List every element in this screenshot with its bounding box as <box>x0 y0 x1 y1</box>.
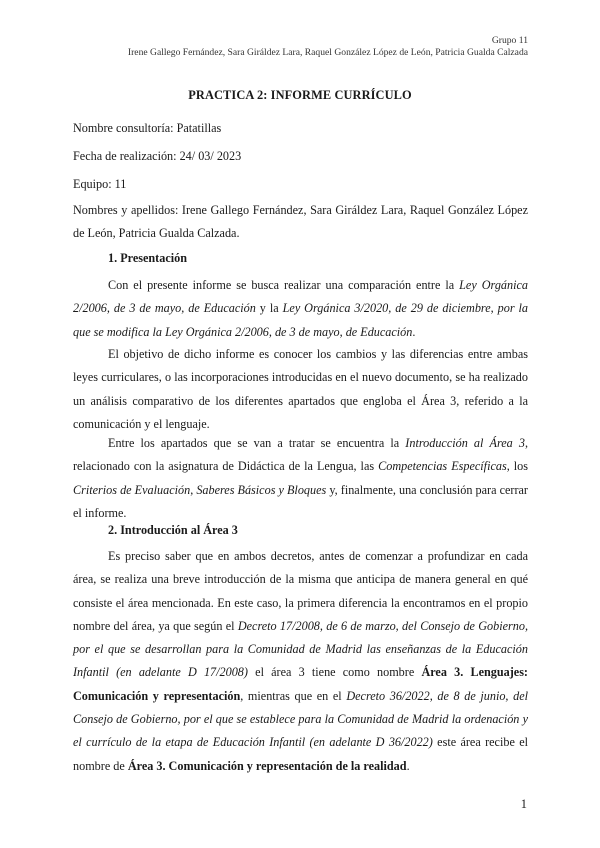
field-nombres: Nombres y apellidos: Irene Gallego Fernández, Sara Giráldez Lara, Raquel González López de León, Patricia Gualda Calzada. <box>73 203 528 241</box>
paragraph-objetivo: El objetivo de dicho informe es conocer los cambios y las diferencias entre ambas leyes curriculares, o las incorporaciones introducidas en el nuevo documento, se ha realizado un análisis comparativo de los diferentes apartados que engloba el Área 3, referido a la comunicación y el lenguaje. <box>73 347 528 431</box>
field-consultoria: Nombre consultoría: Patatillas <box>73 121 222 135</box>
field-equipo: Equipo: 11 <box>73 177 127 191</box>
header-group: Grupo 11 <box>491 35 528 46</box>
field-fecha: Fecha de realización: 24/ 03/ 2023 <box>73 149 242 163</box>
paragraph-apartados: Entre los apartados que se van a tratar se encuentra la Introducción al Área 3, relacionado con la asignatura de Didáctica de la Lengua, las Competencias Específicas, los Criterios de Evaluación, Saberes Básicos y Bloques y, finalmente, una conclusión para cerrar el informe. <box>73 436 528 520</box>
paragraph-introduccion: Es preciso saber que en ambos decretos, antes de comenzar a profundizar en cada área, se realiza una breve introducción de la misma que anticipa de manera general en qué consiste el área mencionada. En este caso, la primera diferencia la encontramos en el propio nombre del área, ya que según el Decreto 17/2008, de 6 de marzo, del Consejo de Gobierno, por el que se desarrollan para la Comunidad de Madrid las enseñanzas de la Educación Infantil (en adelante D 17/2008) el área 3 tiene como nombre Área 3. Lenguajes: Comunicación y representación, mientras que en el Decreto 36/2022, de 8 de junio, del Consejo de Gobierno, por el que se establece para la Comunidad de Madrid la ordenación y el currículo de la etapa de Educación Infantil (en adelante D 36/2022) este área recibe el nombre de Área 3. Comunicación y representación de la realidad. <box>73 549 528 773</box>
header-authors: Irene Gallego Fernández, Sara Giráldez Lara, Raquel González López de León, Patricia Gualda Calzada <box>127 47 528 58</box>
paragraph-presentacion: Con el presente informe se busca realizar una comparación entre la Ley Orgánica 2/2006, de 3 de mayo, de Educación y la Ley Orgánica 3/2020, de 29 de diciembre, por la que se modifica la Ley Orgánica 2/2006, de 3 de mayo, de Educación. <box>73 278 528 339</box>
section-heading-presentacion: 1. Presentación <box>108 251 187 265</box>
section-heading-introduccion: 2. Introducción al Área 3 <box>108 523 238 537</box>
page-number: 1 <box>520 797 527 811</box>
document-title: PRACTICA 2: INFORME CURRÍCULO <box>188 88 412 102</box>
